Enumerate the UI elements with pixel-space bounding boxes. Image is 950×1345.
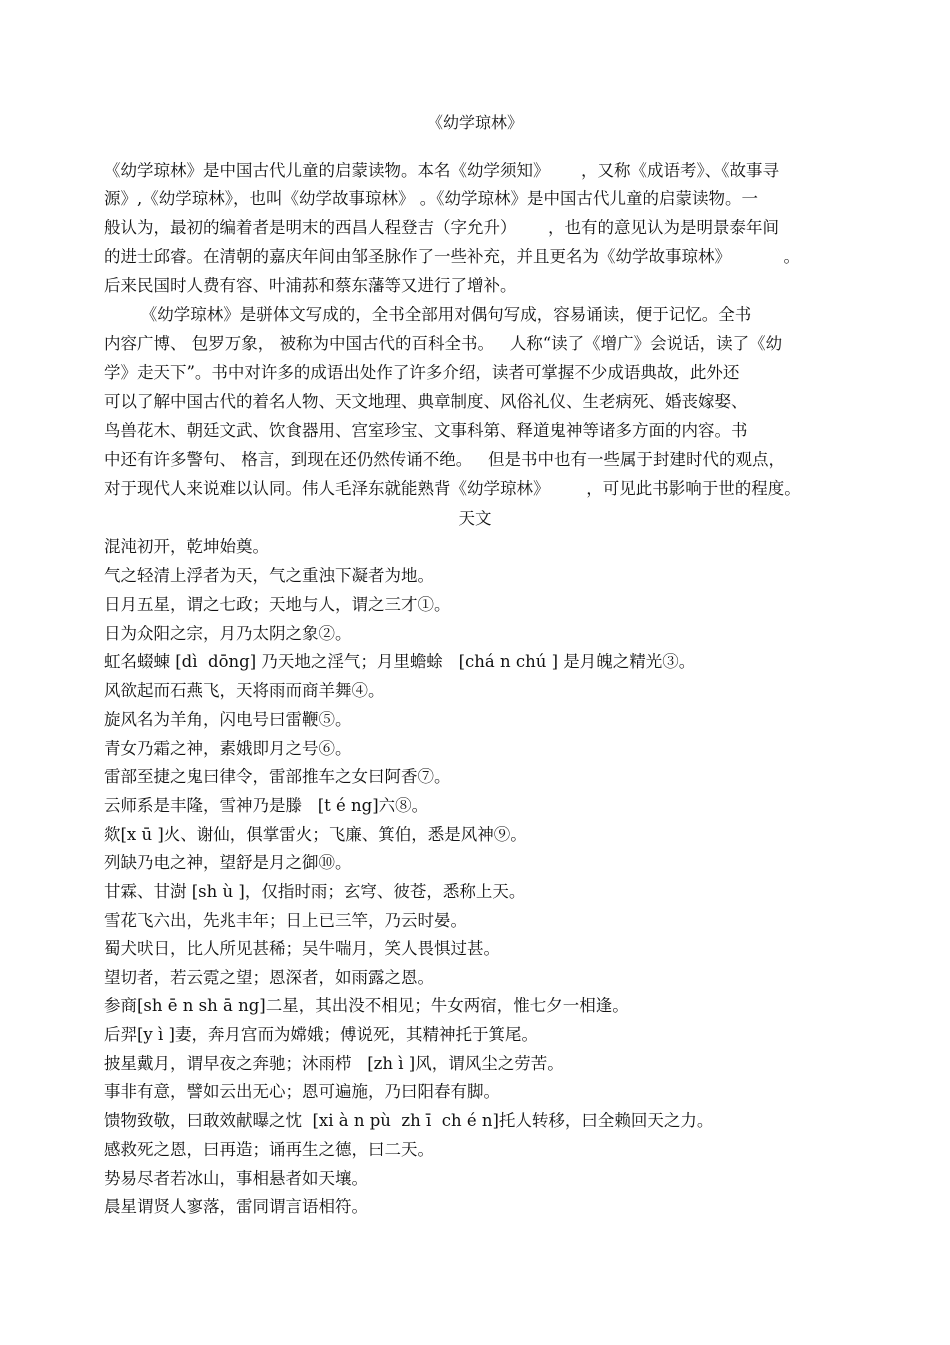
section-title: 天文 [458,509,492,528]
verse-line: 混沌初开，乾坤始奠。 [104,537,269,556]
verse-line: 气之轻清上浮者为天，气之重浊下凝者为地。 [104,566,434,585]
verse-line: 披星戴月，谓早夜之奔驰；沐雨栉 [zh ì ]风，谓风尘之劳苦。 [104,1054,564,1073]
verse-line: 蜀犬吠日，比人所见甚稀；吴牛喘月，笑人畏惧过甚。 [104,939,500,958]
verse-line: 势易尽者若冰山，事相悬者如天壤。 [104,1169,368,1188]
verse-line: 风欲起而石燕飞，天将雨而商羊舞④。 [104,681,385,700]
verse-line: 旋风名为羊角，闪电号曰雷鞭⑤。 [104,710,352,729]
intro-line: 鸟兽花木、朝廷文武、饮食器用、宫室珍宝、文事科第、释道鬼神等诸多方面的内容。书 [104,421,748,440]
verse-line: 日月五星，谓之七政；天地与人，谓之三才①。 [104,595,451,614]
verse-line: 日为众阳之宗，月乃太阴之象②。 [104,624,352,643]
verse-line: 馈物致敬，曰敢效献曝之忱 [xi à n pù zh ī ch é n]托人转移，曰全赖回天之力。 [104,1111,714,1130]
verse-line: 虹名蝃蝀 [dì dōng] 乃天地之淫气；月里蟾蜍 [chá n chú ] 是月魄之精光③。 [104,652,696,671]
document-title: 《幼学琼林》 [426,113,523,132]
verse-line: 望切者，若云霓之望；恩深者，如雨露之恩。 [104,968,434,987]
verse-line: 雪花飞六出，先兆丰年；日上已三竿，乃云时晏。 [104,911,467,930]
intro-line: 中还有许多警句、 格言，到现在还仍然传诵不绝。 但是书中也有一些属于封建时代的观点， [104,450,785,469]
intro-line: 内容广博、 包罗万象， 被称为中国古代的百科全书。 人称“读了《增广》会说话，读了《幼 [104,334,783,353]
intro-line: 的进士邱睿。在清朝的嘉庆年间由邹圣脉作了一些补充，并且更名为《幼学故事琼林》 。 [104,247,800,266]
intro-line: 对于现代人来说难以认同。伟人毛泽东就能熟背《幼学琼林》 ，可见此书影响于世的程度。 [104,479,801,498]
verse-line: 感救死之恩，曰再造；诵再生之德，曰二天。 [104,1140,434,1159]
intro-line: 般认为，最初的编着者是明末的西昌人程登吉（字允升） ，也有的意见认为是明景泰年间 [104,218,779,237]
verse-line: 事非有意，譬如云出无心；恩可遍施，乃曰阳春有脚。 [104,1082,500,1101]
verse-line: 欻[x ū ]火、谢仙，俱掌雷火；飞廉、箕伯，悉是风神⑨。 [104,825,527,844]
verse-line: 参商[sh ē n sh ā ng]二星，其出没不相见；牛女两宿，惟七夕一相逢。 [104,996,629,1015]
intro-line: 《幼学琼林》是骈体文写成的，全书全部用对偶句写成，容易诵读，便于记忆。全书 [104,305,752,324]
verse-line: 晨星谓贤人寥落，雷同谓言语相符。 [104,1197,368,1216]
intro-line: 《幼学琼林》是中国古代儿童的启蒙读物。本名《幼学须知》 ，又称《成语考》、《故事寻 [104,161,779,180]
verse-line: 雷部至捷之鬼曰律令，雷部推车之女曰阿香⑦。 [104,767,451,786]
intro-line: 可以了解中国古代的着名人物、天文地理、典章制度、风俗礼仪、生老病死、婚丧嫁娶、 [104,392,748,411]
verse-line: 云师系是丰隆，雪神乃是滕 [t é ng]六⑧。 [104,796,429,815]
intro-line: 学》走天下”。书中对许多的成语出处作了许多介绍，读者可掌握不少成语典故，此外还 [104,363,740,382]
intro-line: 后来民国时人费有容、叶浦荪和蔡东藩等又进行了增补。 [104,276,517,295]
intro-line: 源》,《幼学琼林》，也叫《幼学故事琼林》 。《幼学琼林》是中国古代儿童的启蒙读物。一 [104,189,758,208]
verse-line: 后羿[y ì ]妻，奔月宫而为嫦娥；傅说死，其精神托于箕尾。 [104,1025,538,1044]
verse-line: 青女乃霜之神，素娥即月之号⑥。 [104,739,352,758]
verse-line: 列缺乃电之神，望舒是月之御⑩。 [104,853,352,872]
verse-line: 甘霖、甘澍 [sh ù ]，仅指时雨；玄穹、彼苍，悉称上天。 [104,882,526,901]
